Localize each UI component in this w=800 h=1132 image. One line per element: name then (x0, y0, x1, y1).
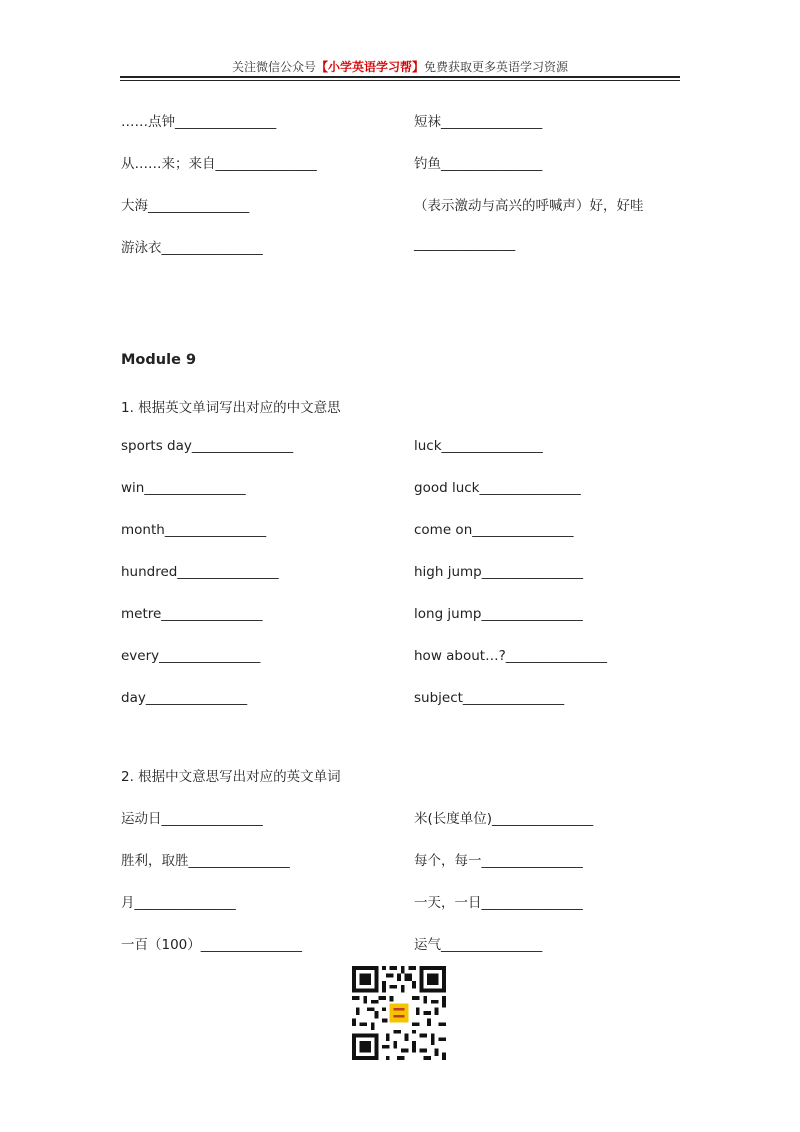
header-rule-thin (120, 80, 680, 81)
vocab-item: 短袜_______________ (414, 114, 543, 130)
header-rule-thick (120, 76, 680, 78)
vocab-row (0, 110, 800, 132)
vocab-row (0, 480, 800, 502)
vocab-item: 运气_______________ (414, 937, 543, 953)
vocab-item: 游泳衣_______________ (121, 240, 263, 256)
vocab-row (0, 849, 800, 871)
header-suffix: 免费获取更多英语学习资源 (424, 60, 569, 74)
qr-code-icon (352, 966, 446, 1060)
vocab-item: luck_______________ (414, 438, 543, 454)
vocab-item: 运动日_______________ (121, 811, 263, 827)
vocab-item: long jump_______________ (414, 606, 583, 622)
vocab-item: （表示激动与高兴的呼喊声）好，好哇 (414, 198, 644, 214)
vocab-item: 每个，每一_______________ (414, 853, 583, 869)
vocab-row (0, 522, 800, 544)
vocab-row (0, 564, 800, 586)
header-brand: 【小学英语学习帮】 (315, 60, 424, 74)
vocab-item: 大海_______________ (121, 198, 250, 214)
vocab-item: 从……来；来自_______________ (121, 156, 317, 172)
vocab-item: good luck_______________ (414, 480, 581, 496)
vocab-item: 米(长度单位)_______________ (414, 811, 594, 827)
vocab-row (0, 606, 800, 628)
vocab-row (0, 236, 800, 258)
vocab-row (0, 933, 800, 955)
vocab-item: subject_______________ (414, 690, 565, 706)
vocab-item: how about…?_______________ (414, 648, 608, 664)
vocab-item: day_______________ (121, 690, 248, 706)
module-title: Module 9 (121, 352, 197, 368)
vocab-item: 一百（100）_______________ (121, 937, 303, 953)
vocab-item: win_______________ (121, 480, 246, 496)
part2-instruction: 2. 根据中文意思写出对应的英文单词 (121, 769, 341, 785)
vocab-item: ……点钟_______________ (121, 114, 277, 130)
vocab-item: 一天，一日_______________ (414, 895, 583, 911)
header-text (120, 58, 680, 75)
vocab-row (0, 438, 800, 460)
header-prefix: 关注微信公众号 (231, 60, 316, 74)
vocab-row (0, 891, 800, 913)
vocab-row (0, 807, 800, 829)
vocab-item: come on_______________ (414, 522, 574, 538)
vocab-item: 胜利，取胜_______________ (121, 853, 290, 869)
vocab-item: high jump_______________ (414, 564, 584, 580)
vocab-item: month_______________ (121, 522, 267, 538)
vocab-item: metre_______________ (121, 606, 263, 622)
vocab-item: sports day_______________ (121, 438, 294, 454)
vocab-item: 月_______________ (121, 895, 236, 911)
vocab-item: every_______________ (121, 648, 261, 664)
vocab-row (0, 152, 800, 174)
vocab-item: hundred_______________ (121, 564, 279, 580)
vocab-item: _______________ (414, 236, 516, 252)
vocab-item: 钓鱼_______________ (414, 156, 543, 172)
vocab-row (0, 648, 800, 670)
vocab-row (0, 690, 800, 712)
part1-instruction: 1. 根据英文单词写出对应的中文意思 (121, 400, 341, 416)
vocab-row (0, 194, 800, 216)
